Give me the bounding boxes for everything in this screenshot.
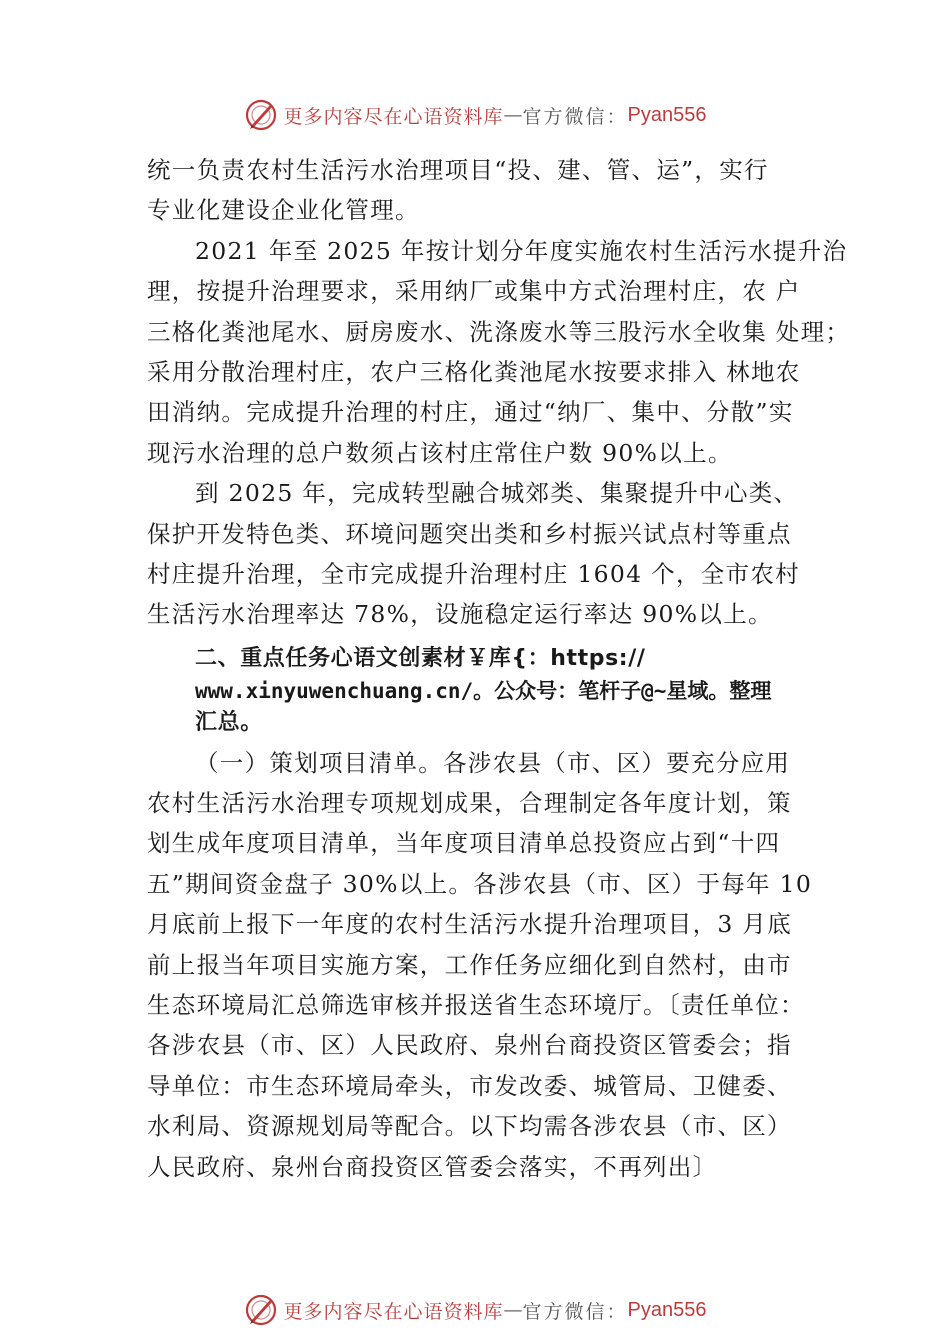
heading-line: 汇总。: [195, 709, 263, 735]
text-line: 划生成年度项目清单，当年度项目清单总投资应占到“十四: [147, 829, 781, 858]
banner-wechat-id: Pyan556: [627, 103, 707, 126]
text-line: 生态环境局汇总筛选审核并报送省生态环境厅。〔责任单位：: [147, 991, 805, 1020]
text-line: 三格化粪池尾水、厨房废水、洗涤废水等三股污水全收集 处理；: [147, 317, 851, 346]
text-line: （一）策划项目清单。各涉农县（市、区）要充分应用: [195, 748, 791, 777]
banner-text: 更多内容尽在心语资料库: [283, 1300, 504, 1323]
text-line: 田消纳。完成提升治理的村庄，通过“纳厂、集中、分散”实: [147, 398, 794, 427]
text-line: 统一负责农村生活污水治理项目“投、建、管、运”，实行: [147, 156, 769, 184]
text-line: 保护开发特色类、环境问题突出类和乡村振兴试点村等重点: [147, 519, 792, 548]
document-body: [147, 150, 851, 1187]
paragraph-1: [147, 150, 847, 231]
text-line: 理，按提升治理要求，采用纳厂或集中方式治理村庄，农 户: [147, 277, 801, 306]
text-line: 现污水治理的总户数须占该村庄常住户数 90%以上。: [147, 438, 733, 467]
heading-line: 二、重点任务心语文创素材￥库{：https://: [195, 645, 646, 671]
text-line: 人民政府、泉州台商投资区管委会落实，不再列出〕: [147, 1152, 718, 1181]
paragraph-4: [147, 743, 847, 1187]
header-banner: [0, 95, 950, 135]
heading-line: www.xinyuwenchuang.cn/。公众号：笔杆子@~星域。整理: [195, 678, 772, 703]
text-line: 村庄提升治理，全市完成提升治理村庄 1604 个，全市农村: [147, 559, 800, 588]
text-line: 水利局、资源规划局等配合。以下均需各涉农县（市、区）: [147, 1112, 792, 1141]
text-line: 采用分散治理村庄，农户三格化粪池尾水按要求排入 林地农: [147, 357, 801, 386]
text-line: 各涉农县（市、区）人民政府、泉州台商投资区管委会；指: [147, 1031, 792, 1060]
banner-text: 更多内容尽在心语资料库: [283, 105, 504, 128]
text-line: 2021 年至 2025 年按计划分年度实施农村生活污水提升治: [195, 236, 848, 265]
text-line: 导单位：市生态环境局牵头，市发改委、城管局、卫健委、: [147, 1071, 792, 1100]
text-line: 专业化建设企业化管理。: [147, 196, 420, 225]
banner-wechat-label: 官方微信：: [522, 1300, 628, 1323]
section-heading: [147, 643, 847, 739]
paragraph-3: [147, 473, 847, 635]
paragraph-2: [147, 231, 851, 473]
pen-seal-icon: [244, 1293, 278, 1327]
text-line: 前上报当年项目实施方案，工作任务应细化到自然村，由市: [147, 950, 792, 979]
text-line: 农村生活污水治理专项规划成果，合理制定各年度计划，策: [147, 789, 792, 818]
banner-separator: —: [503, 1299, 523, 1321]
pen-seal-icon: [244, 98, 278, 132]
banner-wechat-label: 官方微信：: [522, 105, 628, 128]
banner-separator: —: [503, 104, 523, 126]
text-line: 生活污水治理率达 78%，设施稳定运行率达 90%以上。: [147, 600, 773, 629]
text-line: 五”期间资金盘子 30%以上。各涉农县（市、区）于每年 10: [147, 869, 813, 898]
text-line: 到 2025 年，完成转型融合城郊类、集聚提升中心类、: [195, 479, 799, 508]
footer-banner: [0, 1290, 950, 1330]
text-line: 月底前上报下一年度的农村生活污水提升治理项目，3 月底: [147, 910, 793, 939]
banner-wechat-id: Pyan556: [627, 1298, 707, 1321]
